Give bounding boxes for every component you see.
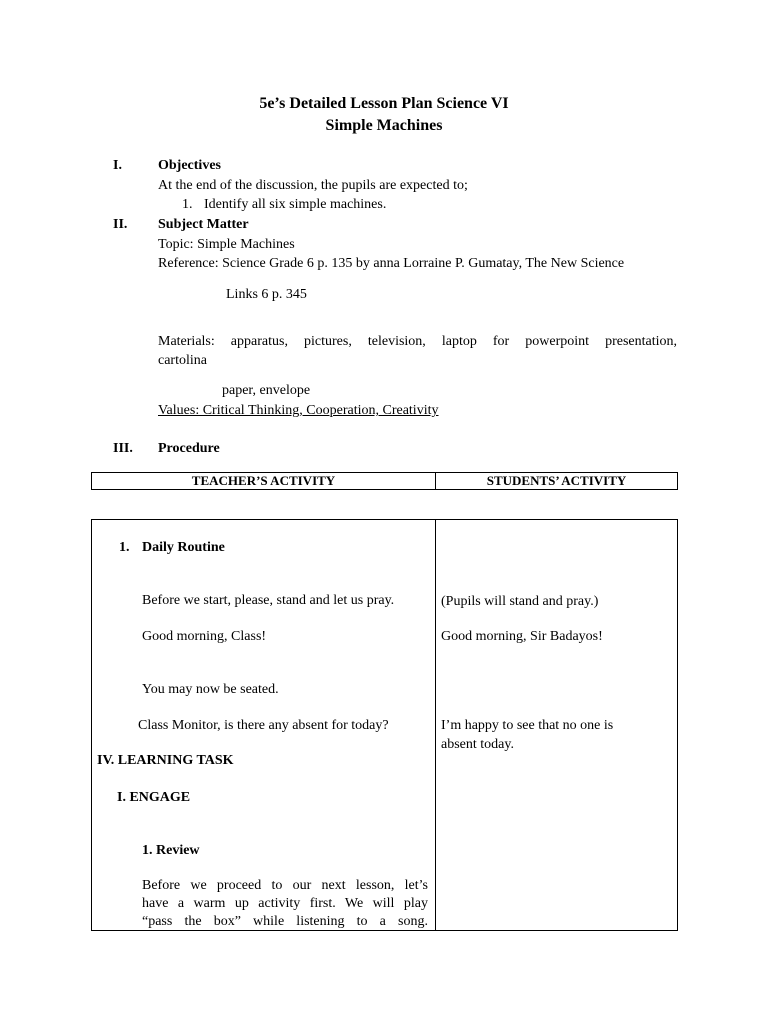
objectives-numeral: I.: [113, 158, 122, 173]
objective-item-text: Identify all six simple machines.: [204, 197, 387, 212]
column-divider: [435, 519, 436, 930]
engage-heading: I. ENGAGE: [117, 790, 191, 805]
review-paragraph-line2: have a warm up activity first. We will play: [142, 896, 428, 911]
teacher-monitor-line: Class Monitor, is there any absent for today?: [138, 718, 389, 733]
materials-wrap: cartolina: [158, 353, 207, 368]
document-subtitle: Simple Machines: [325, 117, 443, 134]
values-line: Values: Critical Thinking, Cooperation, Creativity: [158, 403, 439, 418]
daily-routine-heading: Daily Routine: [142, 540, 225, 555]
students-pray-line: (Pupils will stand and pray.): [441, 594, 599, 609]
review-heading: 1. Review: [142, 843, 200, 858]
materials-continuation: paper, envelope: [222, 383, 311, 398]
daily-routine-number: 1.: [119, 540, 130, 555]
topic-line: Topic: Simple Machines: [158, 237, 295, 252]
objective-item-number: 1.: [182, 197, 193, 212]
subject-matter-numeral: II.: [113, 217, 128, 232]
teacher-greeting-line: Good morning, Class!: [142, 629, 267, 644]
learning-task-heading: IV. LEARNING TASK: [97, 753, 234, 768]
teacher-seated-line: You may now be seated.: [142, 682, 279, 697]
procedure-numeral: III.: [113, 441, 133, 456]
review-paragraph-line3: “pass the box” while listening to a song.: [142, 914, 428, 929]
teacher-pray-line: Before we start, please, stand and let us pray.: [142, 593, 395, 608]
subject-matter-heading: Subject Matter: [158, 217, 249, 232]
review-paragraph-line1: Before we proceed to our next lesson, let’s: [142, 878, 428, 893]
materials-line: Materials: apparatus, pictures, television, laptop for powerpoint presentation,: [158, 334, 677, 349]
reference-line: Reference: Science Grade 6 p. 135 by anna Lorraine P. Gumatay, The New Science: [158, 256, 625, 271]
procedure-heading: Procedure: [158, 441, 220, 456]
students-activity-header: STUDENTS’ ACTIVITY: [436, 473, 678, 490]
activity-header-table: [91, 472, 678, 490]
objectives-intro: At the end of the discussion, the pupils are expected to;: [158, 178, 468, 193]
students-greeting-line: Good morning, Sir Badayos!: [441, 629, 603, 644]
objectives-heading: Objectives: [158, 158, 221, 173]
document-title: 5e’s Detailed Lesson Plan Science VI: [259, 95, 509, 112]
teacher-activity-header: TEACHER’S ACTIVITY: [92, 473, 436, 490]
students-absent-line2: absent today.: [441, 737, 514, 752]
students-absent-line1: I’m happy to see that no one is: [441, 718, 614, 733]
reference-continuation: Links 6 p. 345: [226, 287, 307, 302]
